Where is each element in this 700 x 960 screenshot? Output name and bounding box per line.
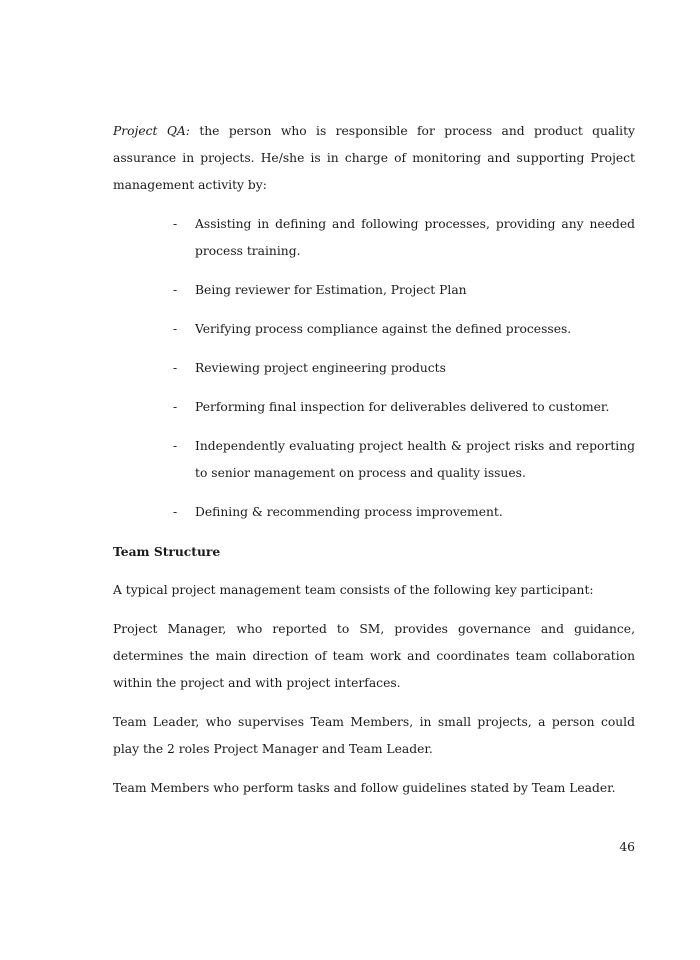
bullet-dash: - [173, 505, 178, 519]
list-item: - Reviewing project engineering products [113, 355, 635, 382]
team-structure-heading: Team Structure [113, 544, 221, 559]
list-item: - Independently evaluating project health & project risks and reporting to senior management on process and quality issues. [113, 433, 635, 487]
qa-description: the person who is responsible for process and product quality assurance in projects. He/she is in charge of monitoring and supporting Project management activity by: [113, 124, 635, 192]
list-item: - Defining & recommending process improvement. [113, 499, 635, 526]
bullet-dash: - [173, 283, 178, 297]
list-item: - Performing final inspection for deliverables delivered to customer. [113, 394, 635, 421]
team-intro-paragraph: A typical project management team consists of the following key participant: [113, 583, 594, 597]
qa-duties-list [113, 211, 635, 526]
team-leader-paragraph: Team Leader, who supervises Team Members, in small projects, a person could play the 2 roles Project Manager and Team Leader. [113, 715, 635, 756]
bullet-dash: - [173, 400, 178, 414]
bullet-dash: - [173, 217, 178, 231]
page-number: 46 [619, 840, 635, 854]
list-item: - Verifying process compliance against the defined processes. [113, 316, 635, 343]
bullet-dash: - [173, 361, 178, 375]
document-page [113, 118, 635, 814]
list-item: - Being reviewer for Estimation, Project Plan [113, 277, 635, 304]
qa-term: Project QA: [113, 124, 190, 138]
bullet-dash: - [173, 322, 178, 336]
team-members-paragraph: Team Members who perform tasks and follow guidelines stated by Team Leader. [113, 781, 616, 795]
bullet-dash: - [173, 439, 178, 453]
project-manager-paragraph: Project Manager, who reported to SM, provides governance and guidance, determines the main direction of team work and coordinates team collaboration within the project and with project interfaces. [113, 622, 635, 690]
qa-paragraph [113, 118, 635, 199]
list-item: - Assisting in defining and following processes, providing any needed process training. [113, 211, 635, 265]
